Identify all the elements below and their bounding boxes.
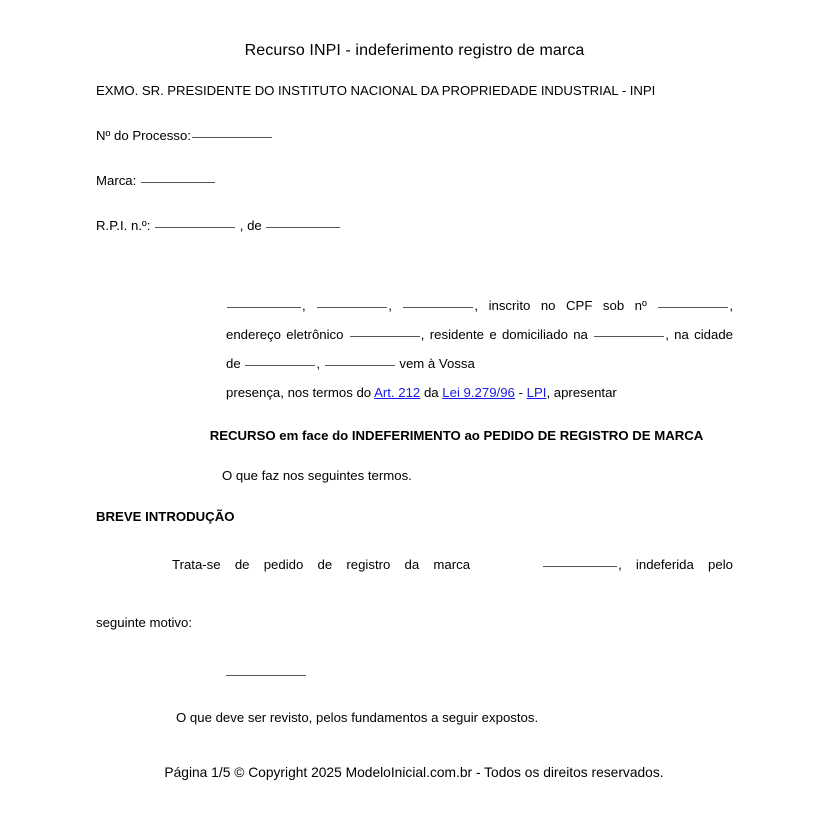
qualification-vem-text: vem à Vossa: [399, 356, 475, 371]
field-rpi-data-blank[interactable]: [266, 216, 340, 228]
qualification-last-line: [226, 378, 733, 407]
field-rpi: [96, 190, 733, 235]
field-marca-blank[interactable]: [141, 171, 215, 183]
qualification-endereco-blank[interactable]: [594, 325, 664, 337]
qualification-email-blank[interactable]: [350, 325, 420, 337]
qualification-cidade-text: , na cidade de: [226, 327, 733, 371]
qualification-email-text: , endereço eletrônico: [226, 298, 734, 342]
field-rpi-separator: , de: [239, 218, 262, 233]
field-processo: [96, 100, 733, 145]
qualification-apresentar-text: , apresentar: [546, 385, 617, 400]
introducao-paragraph: [96, 526, 733, 637]
qualification-nome-blank[interactable]: [227, 296, 301, 308]
qualification-nacionalidade-blank[interactable]: [317, 296, 387, 308]
recurso-heading: RECURSO em face do INDEFERIMENTO ao PEDIDO DE REGISTRO DE MARCA: [209, 428, 704, 443]
document-content: [96, 0, 733, 727]
qualification-estado-civil-blank[interactable]: [403, 296, 473, 308]
qualification-cpf-blank[interactable]: [658, 296, 728, 308]
page-title: Recurso INPI - indeferimento registro de marca: [244, 42, 585, 59]
motivo-blank[interactable]: [226, 664, 306, 676]
qualification-cpf-text: inscrito no CPF sob nº: [488, 298, 647, 313]
qualification-comma-2: ,: [388, 298, 392, 313]
introducao-line-start: Trata-se de pedido de registro da marca: [172, 557, 471, 572]
qualification-comma-4: ,: [316, 356, 321, 371]
qualification-comma-1: ,: [302, 298, 306, 313]
page-footer: Página 1/5 © Copyright 2025 ModeloInicial.com.br - Todos os direitos reservados.: [164, 765, 664, 780]
introducao-first-line: [96, 550, 733, 608]
recurso-note: O que faz nos seguintes termos.: [222, 468, 412, 483]
qualification-comma-3: ,: [474, 298, 479, 313]
qualification-dash: -: [518, 385, 523, 400]
addressee-line: EXMO. SR. PRESIDENTE DO INSTITUTO NACIONAL DA PROPRIEDADE INDUSTRIAL - INPI: [96, 83, 656, 98]
introducao-last-line: seguinte motivo:: [96, 615, 193, 630]
qualification-paragraph: [96, 235, 733, 407]
qualification-cidade-blank[interactable]: [245, 354, 315, 366]
introducao-line-mid: , indeferida pelo: [618, 557, 733, 572]
introducao-closing-note: O que deve ser revisto, pelos fundamentos a seguir expostos.: [176, 710, 539, 725]
link-art-212[interactable]: Art. 212: [374, 385, 421, 400]
field-processo-label: Nº do Processo:: [96, 128, 191, 143]
qualification-presenca-text: presença, nos termos do: [226, 385, 372, 400]
link-lei-9279-96[interactable]: Lei 9.279/96: [442, 385, 515, 400]
field-rpi-numero-blank[interactable]: [155, 216, 235, 228]
qualification-estado-blank[interactable]: [325, 354, 395, 366]
motivo-row: [96, 637, 733, 683]
field-rpi-label: R.P.I. n.º:: [96, 218, 151, 233]
field-marca: [96, 145, 733, 190]
section-heading-breve-introducao: BREVE INTRODUÇÃO: [96, 509, 235, 524]
introducao-marca-blank[interactable]: [543, 555, 617, 567]
qualification-residente-text: , residente e domiciliado na: [420, 327, 588, 342]
field-marca-label: Marca:: [96, 173, 137, 188]
link-lpi[interactable]: LPI: [526, 385, 547, 400]
qualification-da-text: da: [423, 385, 439, 400]
field-processo-blank[interactable]: [192, 126, 272, 138]
